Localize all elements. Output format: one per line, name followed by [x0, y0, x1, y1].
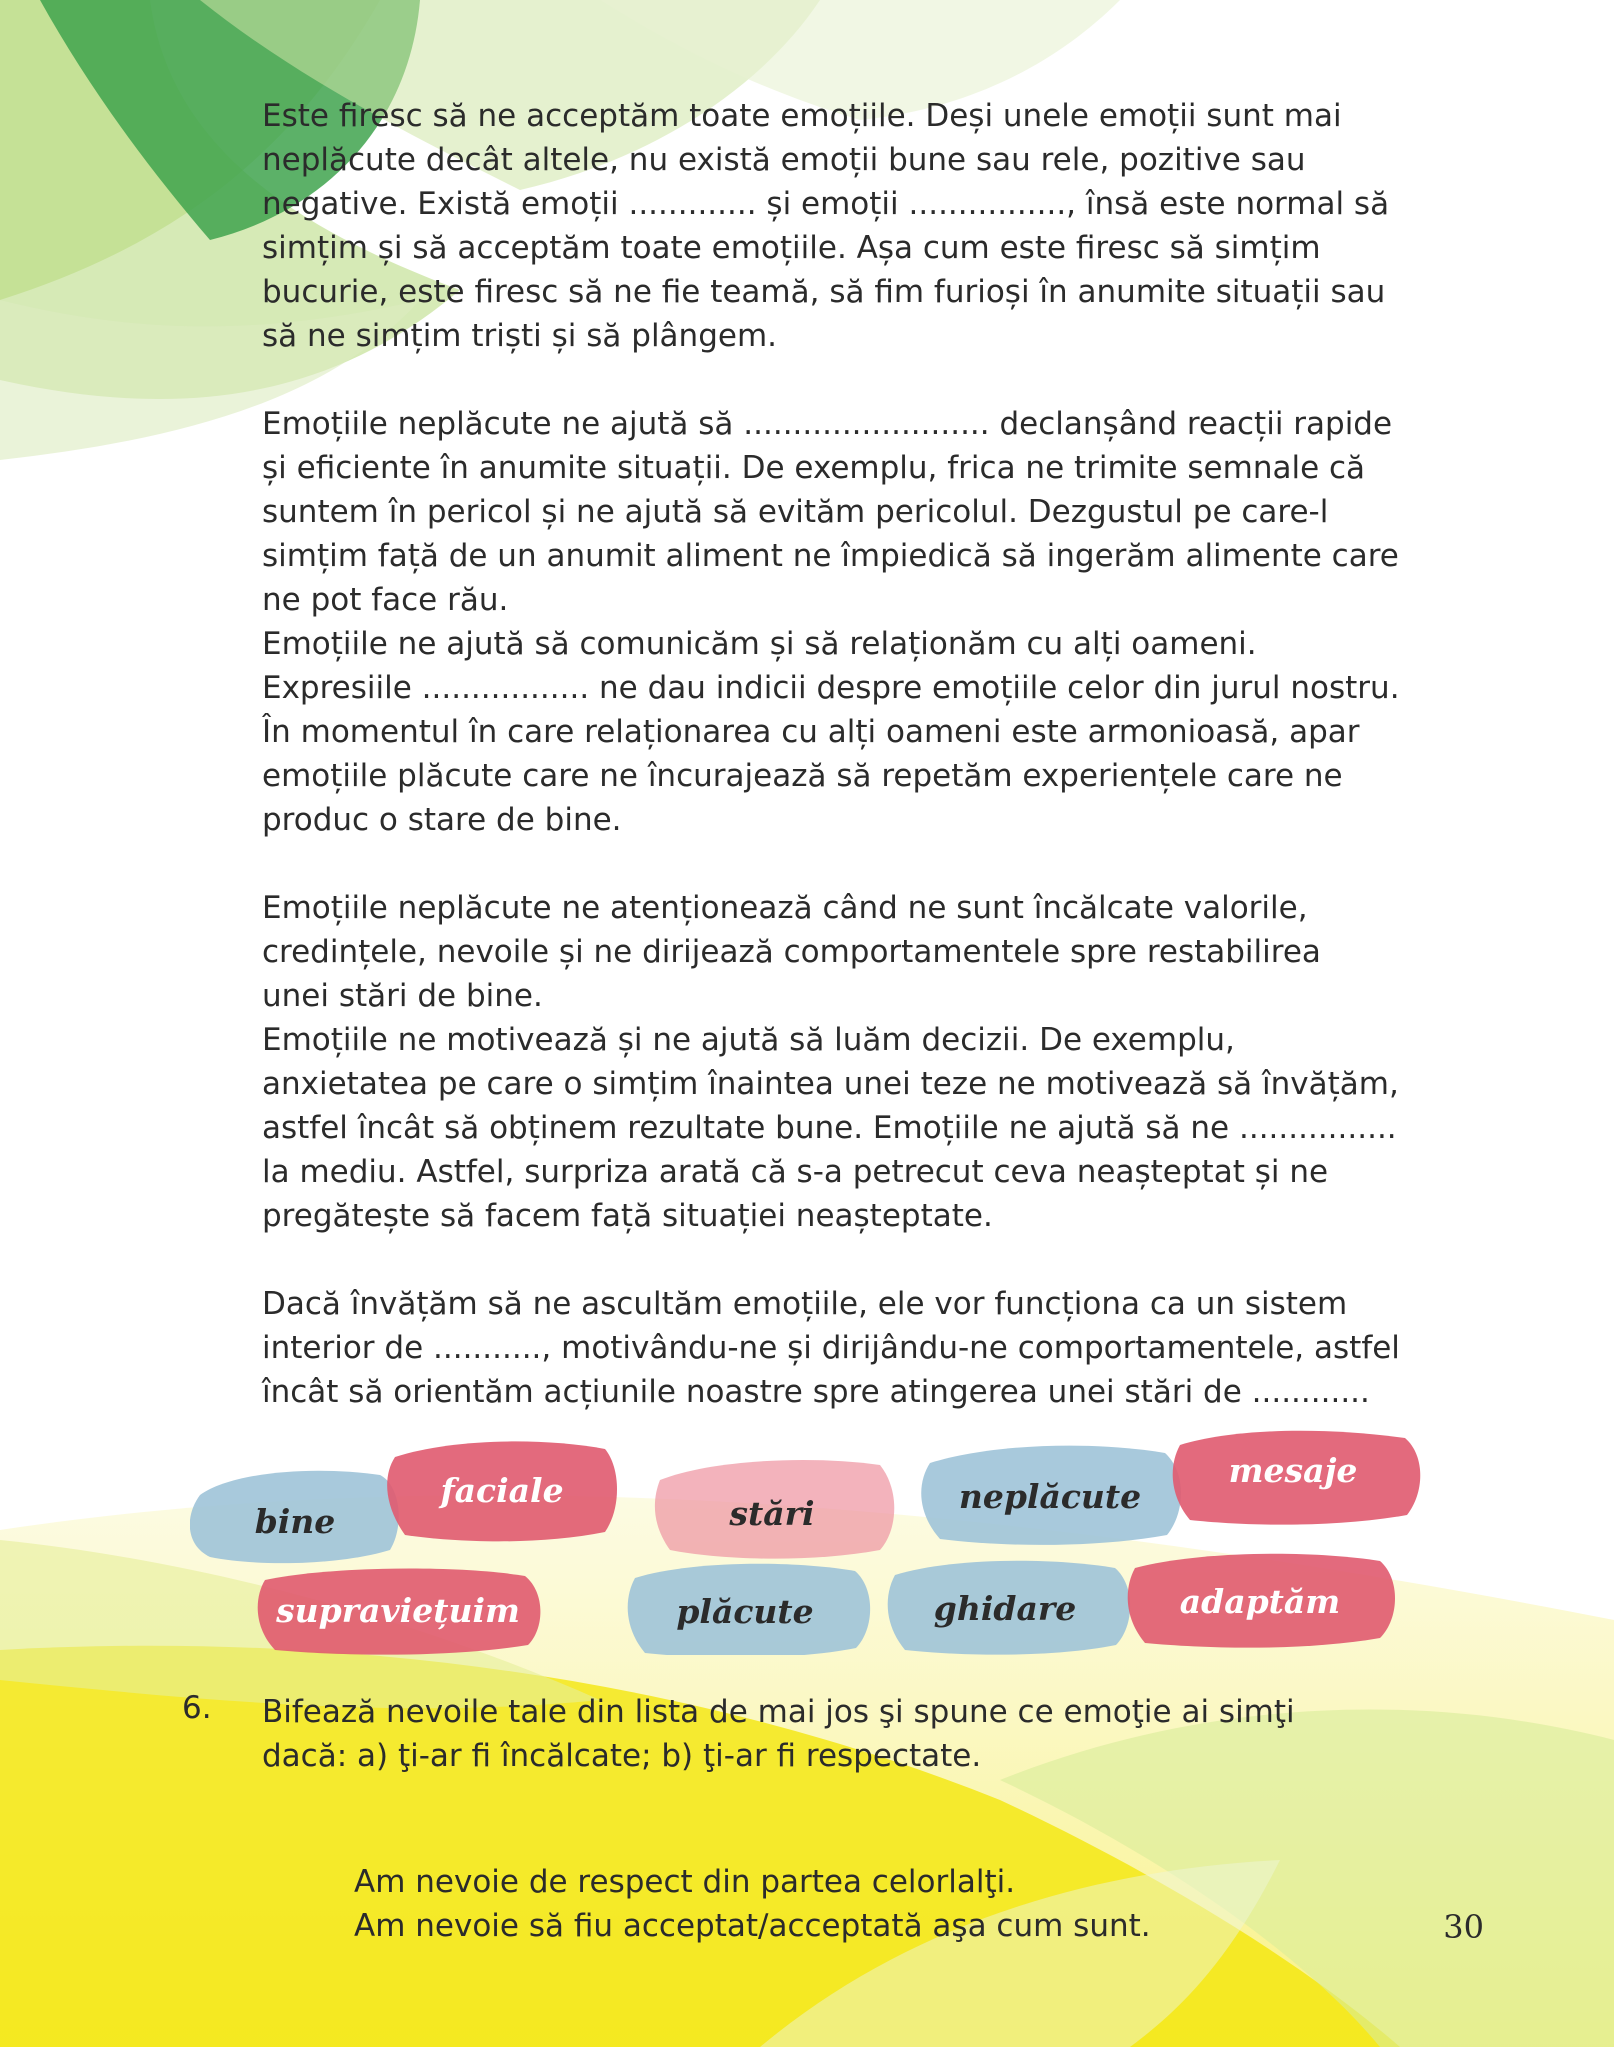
text-line: la mediu. Astfel, surpriza arată că s-a petrecut ceva neașteptat și ne [262, 1154, 1329, 1190]
word-label: bine [254, 1502, 336, 1541]
text-line: Emoțiile neplăcute ne atenționează când ne sunt încălcate valorile, [262, 890, 1308, 926]
text-line: simțim față de un anumit aliment ne împiedică să ingerăm alimente care [262, 538, 1399, 574]
word-badge-supravietuim [258, 1569, 541, 1655]
word-badge-neplacute [921, 1446, 1181, 1545]
word-label: plăcute [676, 1592, 814, 1631]
word-bank [190, 1425, 1430, 1655]
word-label: neplăcute [958, 1477, 1142, 1516]
text-line: dacă: a) ţi-ar fi încălcate; b) ţi-ar fi respectate. [262, 1738, 982, 1774]
word-label: ghidare [933, 1589, 1077, 1628]
text-line: și eficiente în anumite situații. De exemplu, frica ne trimite semnale că [262, 450, 1366, 486]
text-line: să ne simțim triști și să plângem. [262, 318, 777, 354]
text-line: pregătește să facem față situației neașteptate. [262, 1198, 993, 1234]
word-badge-faciale [387, 1441, 617, 1541]
text-line: negative. Există emoții ............. și emoții ................, însă este normal să [262, 186, 1390, 222]
text-line: Dacă învățăm să ne ascultăm emoțiile, ele vor funcționa ca un sistem [262, 1286, 1348, 1322]
text-line: bucurie, este firesc să ne fie teamă, să fim furioși în anumite situații sau [262, 274, 1386, 310]
word-badge-mesaje [1173, 1431, 1421, 1525]
needs-list [354, 1860, 1151, 1948]
word-label: faciale [440, 1471, 564, 1510]
text-line: În momentul în care relaționarea cu alți oameni este armonioasă, apar [262, 714, 1360, 750]
text-line: unei stări de bine. [262, 978, 543, 1014]
text-line: simțim și să acceptăm toate emoțiile. Așa cum este firesc să simțim [262, 230, 1321, 266]
paragraph-3 [262, 886, 1448, 1238]
need-item: Am nevoie să fiu acceptat/acceptată aşa cum sunt. [354, 1908, 1151, 1944]
text-line: Emoțiile neplăcute ne ajută să ......................... declanșând reacții rapide [262, 406, 1393, 442]
text-line: Bifează nevoile tale din lista de mai jos şi spune ce emoţie ai simţi [262, 1694, 1295, 1730]
text-line: Este firesc să ne acceptăm toate emoțiile. Deși unele emoții sunt mai [262, 98, 1342, 134]
page-number: 30 [1443, 1908, 1484, 1946]
main-text [262, 94, 1448, 1458]
text-line: Expresiile ................. ne dau indicii despre emoțiile celor din jurul nostru. [262, 670, 1400, 706]
word-badge-adaptam [1128, 1554, 1395, 1648]
paragraph-2 [262, 402, 1448, 842]
word-badge-stari [655, 1460, 894, 1559]
text-line: neplăcute decât altele, nu există emoții bune sau rele, pozitive sau [262, 142, 1306, 178]
word-label: adaptăm [1179, 1582, 1341, 1621]
text-line: încât să orientăm acțiunile noastre spre atingerea unei stări de ............ [262, 1374, 1370, 1410]
word-label: mesaje [1228, 1451, 1358, 1490]
need-item: Am nevoie de respect din partea celorlalţi. [354, 1864, 1016, 1900]
paragraph-4 [262, 1282, 1448, 1414]
word-label: stări [729, 1494, 815, 1533]
word-badge-placute [628, 1564, 870, 1655]
question-text [262, 1690, 1422, 1778]
paragraph-1 [262, 94, 1448, 358]
text-line: astfel încât să obținem rezultate bune. Emoțiile ne ajută să ne ................ [262, 1110, 1397, 1146]
word-badge-bine [190, 1471, 399, 1563]
text-line: Emoțiile ne motivează și ne ajută să luăm decizii. De exemplu, [262, 1022, 1235, 1058]
text-line: Emoțiile ne ajută să comunicăm și să relaționăm cu alți oameni. [262, 626, 1257, 662]
text-line: anxietatea pe care o simțim înaintea unei teze ne motivează să învățăm, [262, 1066, 1399, 1102]
question-number: 6. [182, 1690, 212, 1726]
text-line: interior de ..........., motivându-ne și dirijându-ne comportamentele, astfel [262, 1330, 1400, 1366]
word-label: supraviețuim [276, 1591, 520, 1630]
text-line: credințele, nevoile și ne dirijează comportamentele spre restabilirea [262, 934, 1321, 970]
text-line: suntem în pericol și ne ajută să evităm pericolul. Dezgustul pe care-l [262, 494, 1329, 530]
text-line: produc o stare de bine. [262, 802, 622, 838]
text-line: emoțiile plăcute care ne încurajează să repetăm experiențele care ne [262, 758, 1343, 794]
word-badge-ghidare [888, 1561, 1130, 1655]
text-line: ne pot face rău. [262, 582, 509, 618]
